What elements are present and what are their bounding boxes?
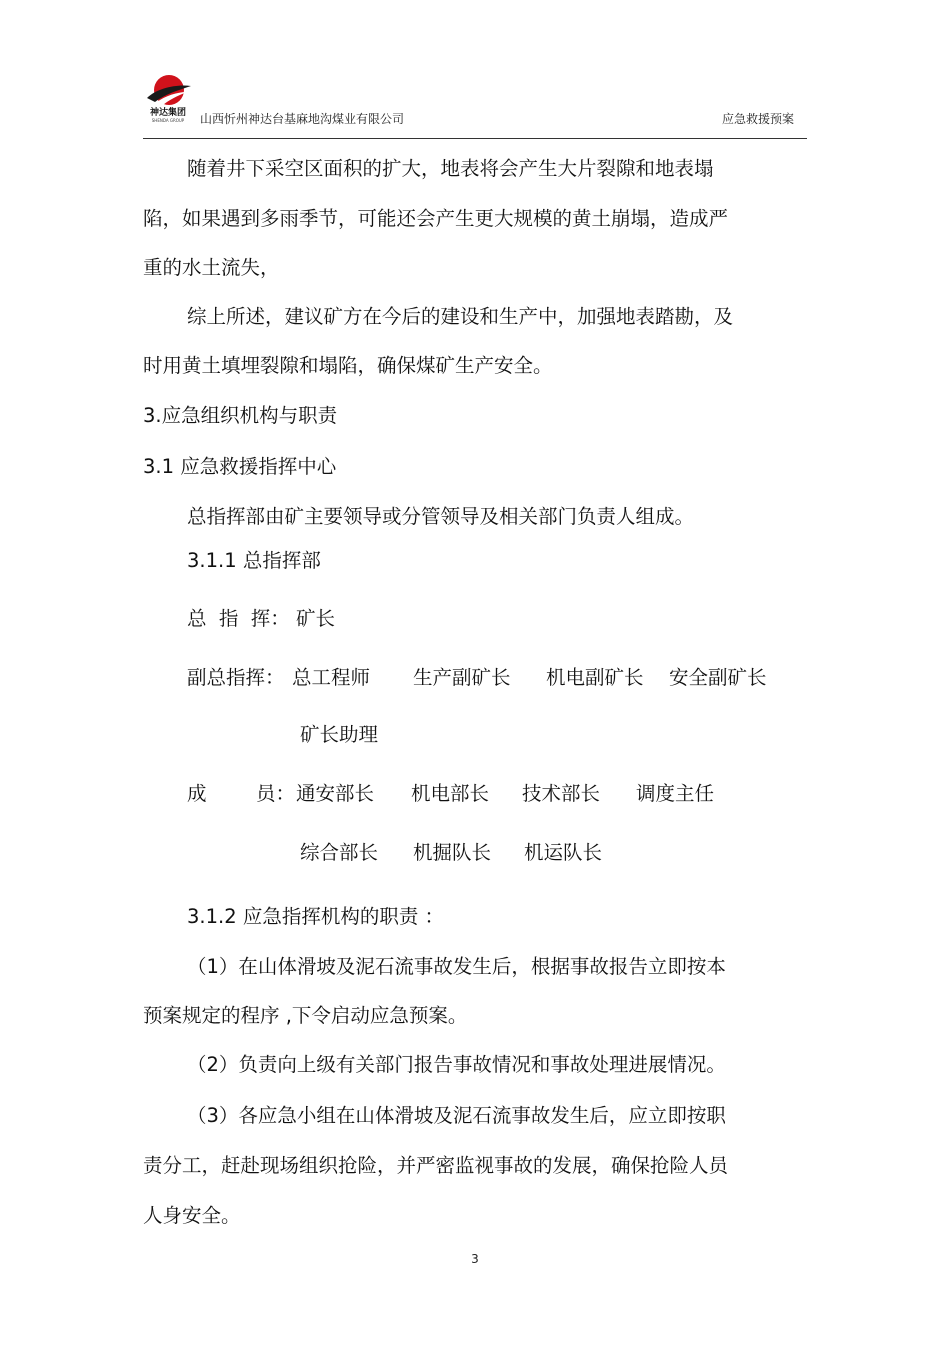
logo-text: 神达集团 bbox=[149, 108, 187, 118]
member-label: 成 bbox=[187, 782, 207, 805]
paragraph-line: 随着井下采空区面积的扩大，地表将会产生大片裂隙和地表塌 bbox=[187, 157, 714, 180]
member-label: 员： bbox=[256, 782, 296, 805]
paragraph-line: 责分工，赶赴现场组织抢险，并严密监视事故的发展，确保抢险人员 bbox=[143, 1154, 729, 1177]
subsubsection-heading: 3.1.2 应急指挥机构的职责 ： bbox=[187, 905, 445, 928]
member-item: 综合部长 bbox=[300, 841, 379, 864]
member-item: 机掘队长 bbox=[413, 841, 492, 864]
paragraph-line: 时用黄土填埋裂隙和塌陷，确保煤矿生产安全。 bbox=[143, 354, 553, 377]
paragraph-line: 综上所述，建议矿方在今后的建设和生产中，加强地表踏勘，及 bbox=[187, 305, 734, 328]
paragraph-line: （2）负责向上级有关部门报告事故情况和事故处理进展情况。 bbox=[187, 1053, 726, 1076]
chief-label: 总 指 挥： bbox=[187, 607, 290, 630]
member-item: 通安部长 bbox=[296, 782, 375, 805]
paragraph-line: 预案规定的程序 ,下令启动应急预案。 bbox=[143, 1004, 468, 1027]
paragraph-line: 总指挥部由矿主要领导或分管领导及相关部门负责人组成。 bbox=[187, 505, 695, 528]
member-item: 机运队长 bbox=[524, 841, 603, 864]
header-company-name: 山西忻州神达台基麻地沟煤业有限公司 bbox=[200, 112, 405, 126]
deputy-item: 生产副矿长 bbox=[413, 666, 511, 689]
subsubsection-heading: 3.1.1 总指挥部 bbox=[187, 549, 321, 572]
paragraph-line: 重的水土流失， bbox=[143, 256, 280, 279]
subsection-heading: 3.1 应急救援指挥中心 bbox=[143, 455, 337, 478]
deputy-item: 总工程师 bbox=[292, 666, 371, 689]
member-item: 调度主任 bbox=[636, 782, 715, 805]
header-divider bbox=[143, 138, 807, 139]
deputy-item: 安全副矿长 bbox=[669, 666, 767, 689]
section-heading: 3.应急组织机构与职责 bbox=[143, 404, 338, 427]
member-item: 技术部长 bbox=[522, 782, 601, 805]
paragraph-line: （1）在山体滑坡及泥石流事故发生后，根据事故报告立即按本 bbox=[187, 955, 726, 978]
paragraph-line: 陷，如果遇到多雨季节，可能还会产生更大规模的黄土崩塌，造成严 bbox=[143, 207, 729, 230]
deputy-item: 机电副矿长 bbox=[546, 666, 644, 689]
paragraph-line: 人身安全。 bbox=[143, 1204, 241, 1227]
chief-value: 矿长 bbox=[296, 607, 336, 630]
member-item: 机电部长 bbox=[411, 782, 490, 805]
header-document-title: 应急救援预案 bbox=[722, 112, 795, 126]
logo-subtext: SHENDA GROUP bbox=[151, 118, 185, 123]
paragraph-line: （3）各应急小组在山体滑坡及泥石流事故发生后，应立即按职 bbox=[187, 1104, 726, 1127]
company-logo bbox=[143, 72, 193, 124]
page-number: 3 bbox=[471, 1252, 479, 1266]
deputy-label: 副总指挥： bbox=[187, 666, 285, 689]
deputy-item: 矿长助理 bbox=[300, 723, 379, 746]
